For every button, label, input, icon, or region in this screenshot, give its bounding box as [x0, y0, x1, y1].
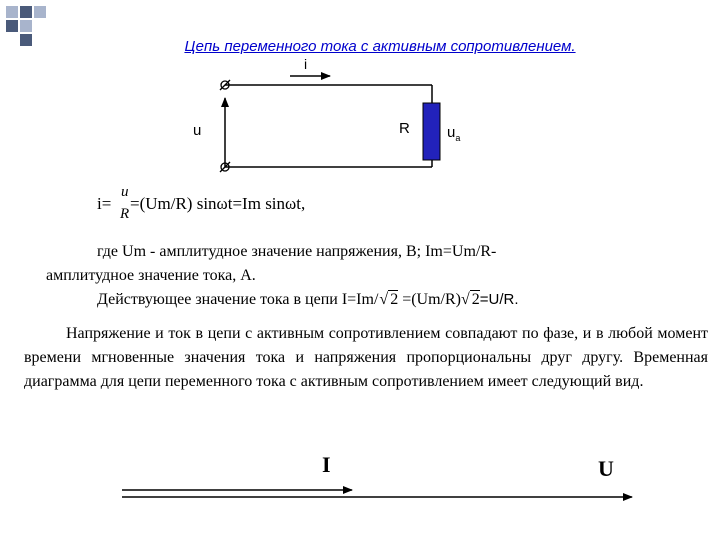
fraction-numerator: u: [121, 184, 129, 200]
page-title: Цепь переменного тока с активным сопротивлением.: [184, 38, 576, 55]
terminal-bottom: [220, 162, 230, 172]
phasor-current-label: I: [322, 452, 331, 477]
current-label: i: [304, 56, 308, 72]
amplitude-text-line1: где Um - амплитудное значение напряжения, В; Im=Um/R-: [97, 243, 497, 260]
resistor-voltage-subscript: a: [455, 133, 461, 143]
resistor: [423, 103, 440, 160]
terminal-top: [220, 80, 230, 90]
formula-rhs: =(Um/R) sinωt=Im sinωt,: [130, 194, 306, 213]
fraction-denominator: R: [120, 206, 130, 222]
source-voltage-label: u: [193, 122, 202, 139]
phase-paragraph: Напряжение и ток в цепи с активным сопротивлением совпадают по фазе, и в любой момент времени мгновенные значения тока и напряжения пропорциональны друг другу. Временная диаграмма для цепи переменного тока с активным сопротивлением имеет следующий вид.: [24, 325, 708, 390]
resistor-label: R: [399, 120, 410, 137]
amplitude-text-line2: амплитудное значение тока, А.: [46, 267, 256, 284]
sqrt-argument-2: 2: [471, 291, 480, 308]
effective-value-line: Действующее значение тока в цепи I=Im/√ 2 =(Um/R)√ 2=U/R.: [97, 291, 519, 308]
sqrt-argument-1: 2: [390, 291, 399, 308]
formula-lhs: i=: [97, 194, 112, 213]
phasor-voltage-label: U: [598, 456, 614, 481]
resistor-voltage-label: $u_a$: [447, 124, 461, 143]
